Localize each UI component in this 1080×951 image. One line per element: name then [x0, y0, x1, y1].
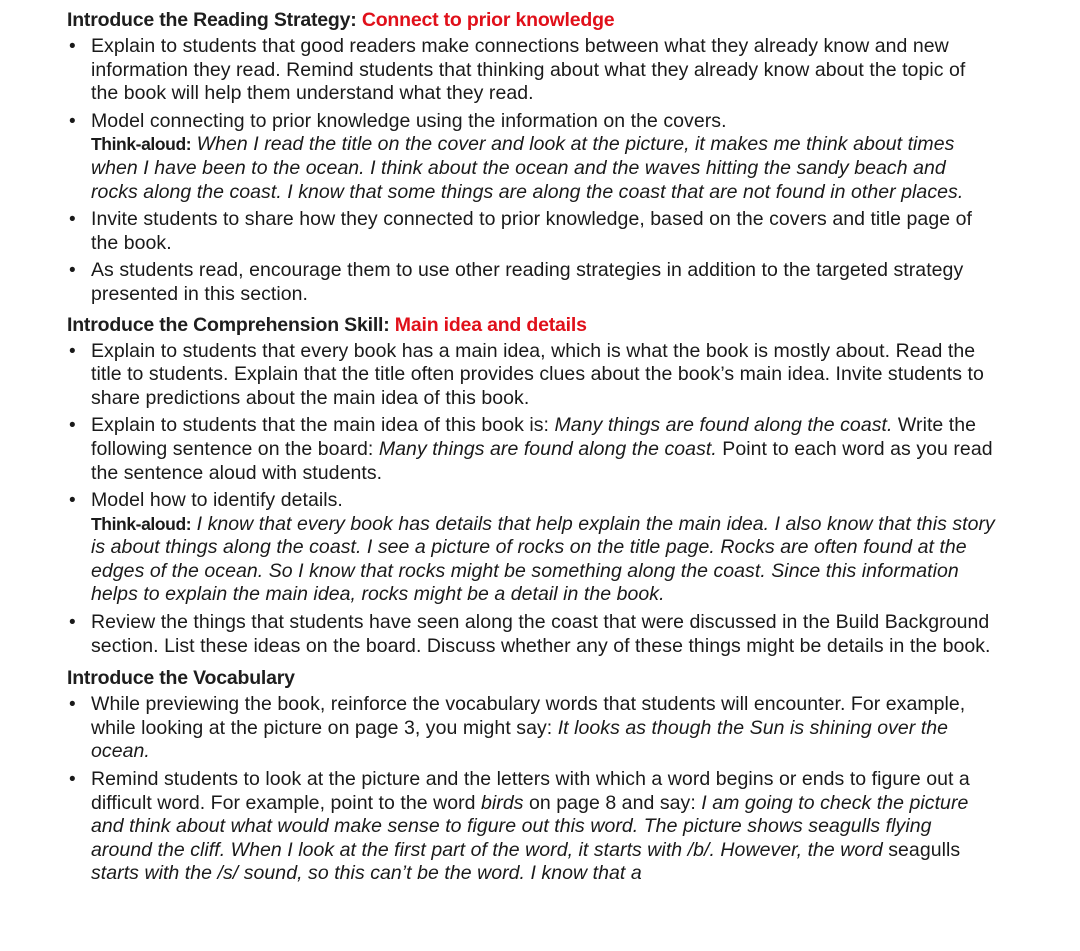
bullet-list [67, 340, 997, 659]
list-item-text: Explain to students that the main idea of this book is: [91, 414, 555, 437]
list-item-text: While previewing the book, reinforce the vocabulary words that students will encounter. For example, while looking at the picture on page 3, you might say: [91, 693, 966, 739]
think-aloud-text: When I read the title on the cover and look at the picture, it makes me think about times when I have been to the ocean. I think about the ocean and the waves hitting the sandy beach and rocks along the coast. I know that some things are along the coast that are not found in other places. [91, 133, 964, 203]
list-item-text: Explain to students that good readers make connections between what they already know and new information they read. Remind students that thinking about what they already know about the topic of the book will help them understand what they read. [91, 35, 966, 105]
bullet-icon: • [69, 209, 76, 231]
example-text: I am going to check the picture and think about what would make sense to figure out this word. The picture shows seagulls flying around the cliff. When I look at the first part of the word, it starts with /b/. However, the word [91, 791, 969, 861]
main-idea-text: Many things are found along the coast. [378, 437, 717, 460]
list-item-text: Remind students to look at the picture and the letters with which a word begins or ends to figure out a difficult word. For example, point to the word [91, 768, 970, 814]
list-item [67, 611, 997, 658]
bullet-icon: • [69, 490, 76, 512]
list-item [67, 208, 997, 255]
think-aloud-text: I know that every book has details that help explain the main idea. I also know that this story is about things along the coast. I see a picture of rocks on the title page. Rocks are often found at the edges of the ocean. So I know that rocks might be something along the coast. Since this information helps to explain the main idea, rocks might be a detail in the book. [91, 512, 995, 606]
heading-accent: Main idea and details [394, 313, 587, 336]
list-item-text: Point to each word as you read the sentence aloud with students. [91, 437, 993, 484]
comprehension-skill-heading [67, 313, 997, 337]
heading-accent: Connect to prior knowledge [361, 9, 615, 31]
bullet-icon: • [69, 612, 76, 634]
bullet-icon: • [69, 340, 76, 362]
example-text: starts with the /s/ sound, so this can’t be the word. I know that a [91, 862, 642, 885]
main-idea-text: Many things are found along the coast. [554, 414, 893, 437]
list-item-text: Model connecting to prior knowledge using the information on the covers. [91, 109, 727, 132]
list-item [67, 110, 997, 204]
bullet-icon: • [69, 415, 76, 437]
heading-label: Introduce the Reading Strategy: [67, 9, 357, 31]
bullet-icon: • [69, 694, 76, 716]
example-word: seagulls [888, 838, 961, 861]
bullet-icon: • [69, 36, 76, 57]
list-item [67, 693, 997, 764]
list-item [67, 489, 997, 607]
example-word: birds [481, 791, 524, 814]
list-item [67, 414, 997, 485]
think-aloud [91, 133, 997, 204]
list-item [67, 259, 997, 306]
bullet-list [67, 693, 997, 886]
vocabulary-heading [67, 666, 997, 690]
vocabulary-section [67, 666, 997, 886]
list-item [67, 35, 997, 106]
think-aloud-label: Think-aloud: [91, 513, 192, 534]
example-text: It looks as though the Sun is shining over the ocean. [91, 716, 949, 763]
heading-label: Introduce the Vocabulary [67, 667, 295, 690]
list-item [67, 340, 997, 411]
bullet-list [67, 35, 997, 307]
list-item-text: Write the following sentence on the board: [91, 414, 977, 460]
list-item-text: Model how to identify details. [91, 489, 343, 512]
bullet-icon: • [69, 769, 76, 791]
reading-strategy-section [67, 8, 997, 307]
list-item-text: As students read, encourage them to use other reading strategies in addition to the targeted strategy presented in this section. [91, 259, 964, 305]
bullet-icon: • [69, 110, 76, 132]
think-aloud-label: Think-aloud: [91, 134, 192, 155]
list-item-text: Explain to students that every book has a main idea, which is what the book is mostly about. Read the title to students. Explain that the title often provides clues about the book’s main idea. Invite students to share predictions about the main idea of this book. [91, 339, 984, 409]
heading-label: Introduce the Comprehension Skill: [67, 313, 390, 336]
lesson-page [67, 8, 997, 892]
reading-strategy-heading [67, 8, 997, 32]
think-aloud [91, 513, 997, 607]
bullet-icon: • [69, 260, 76, 282]
comprehension-skill-section [67, 313, 997, 659]
list-item-text: on page 8 and say: [523, 791, 702, 814]
list-item-text: Invite students to share how they connected to prior knowledge, based on the covers and title page of the book. [91, 208, 972, 254]
list-item [67, 768, 997, 886]
list-item-text: Review the things that students have seen along the coast that were discussed in the Build Background section. List these ideas on the board. Discuss whether any of these things might be details in the book. [91, 611, 991, 657]
